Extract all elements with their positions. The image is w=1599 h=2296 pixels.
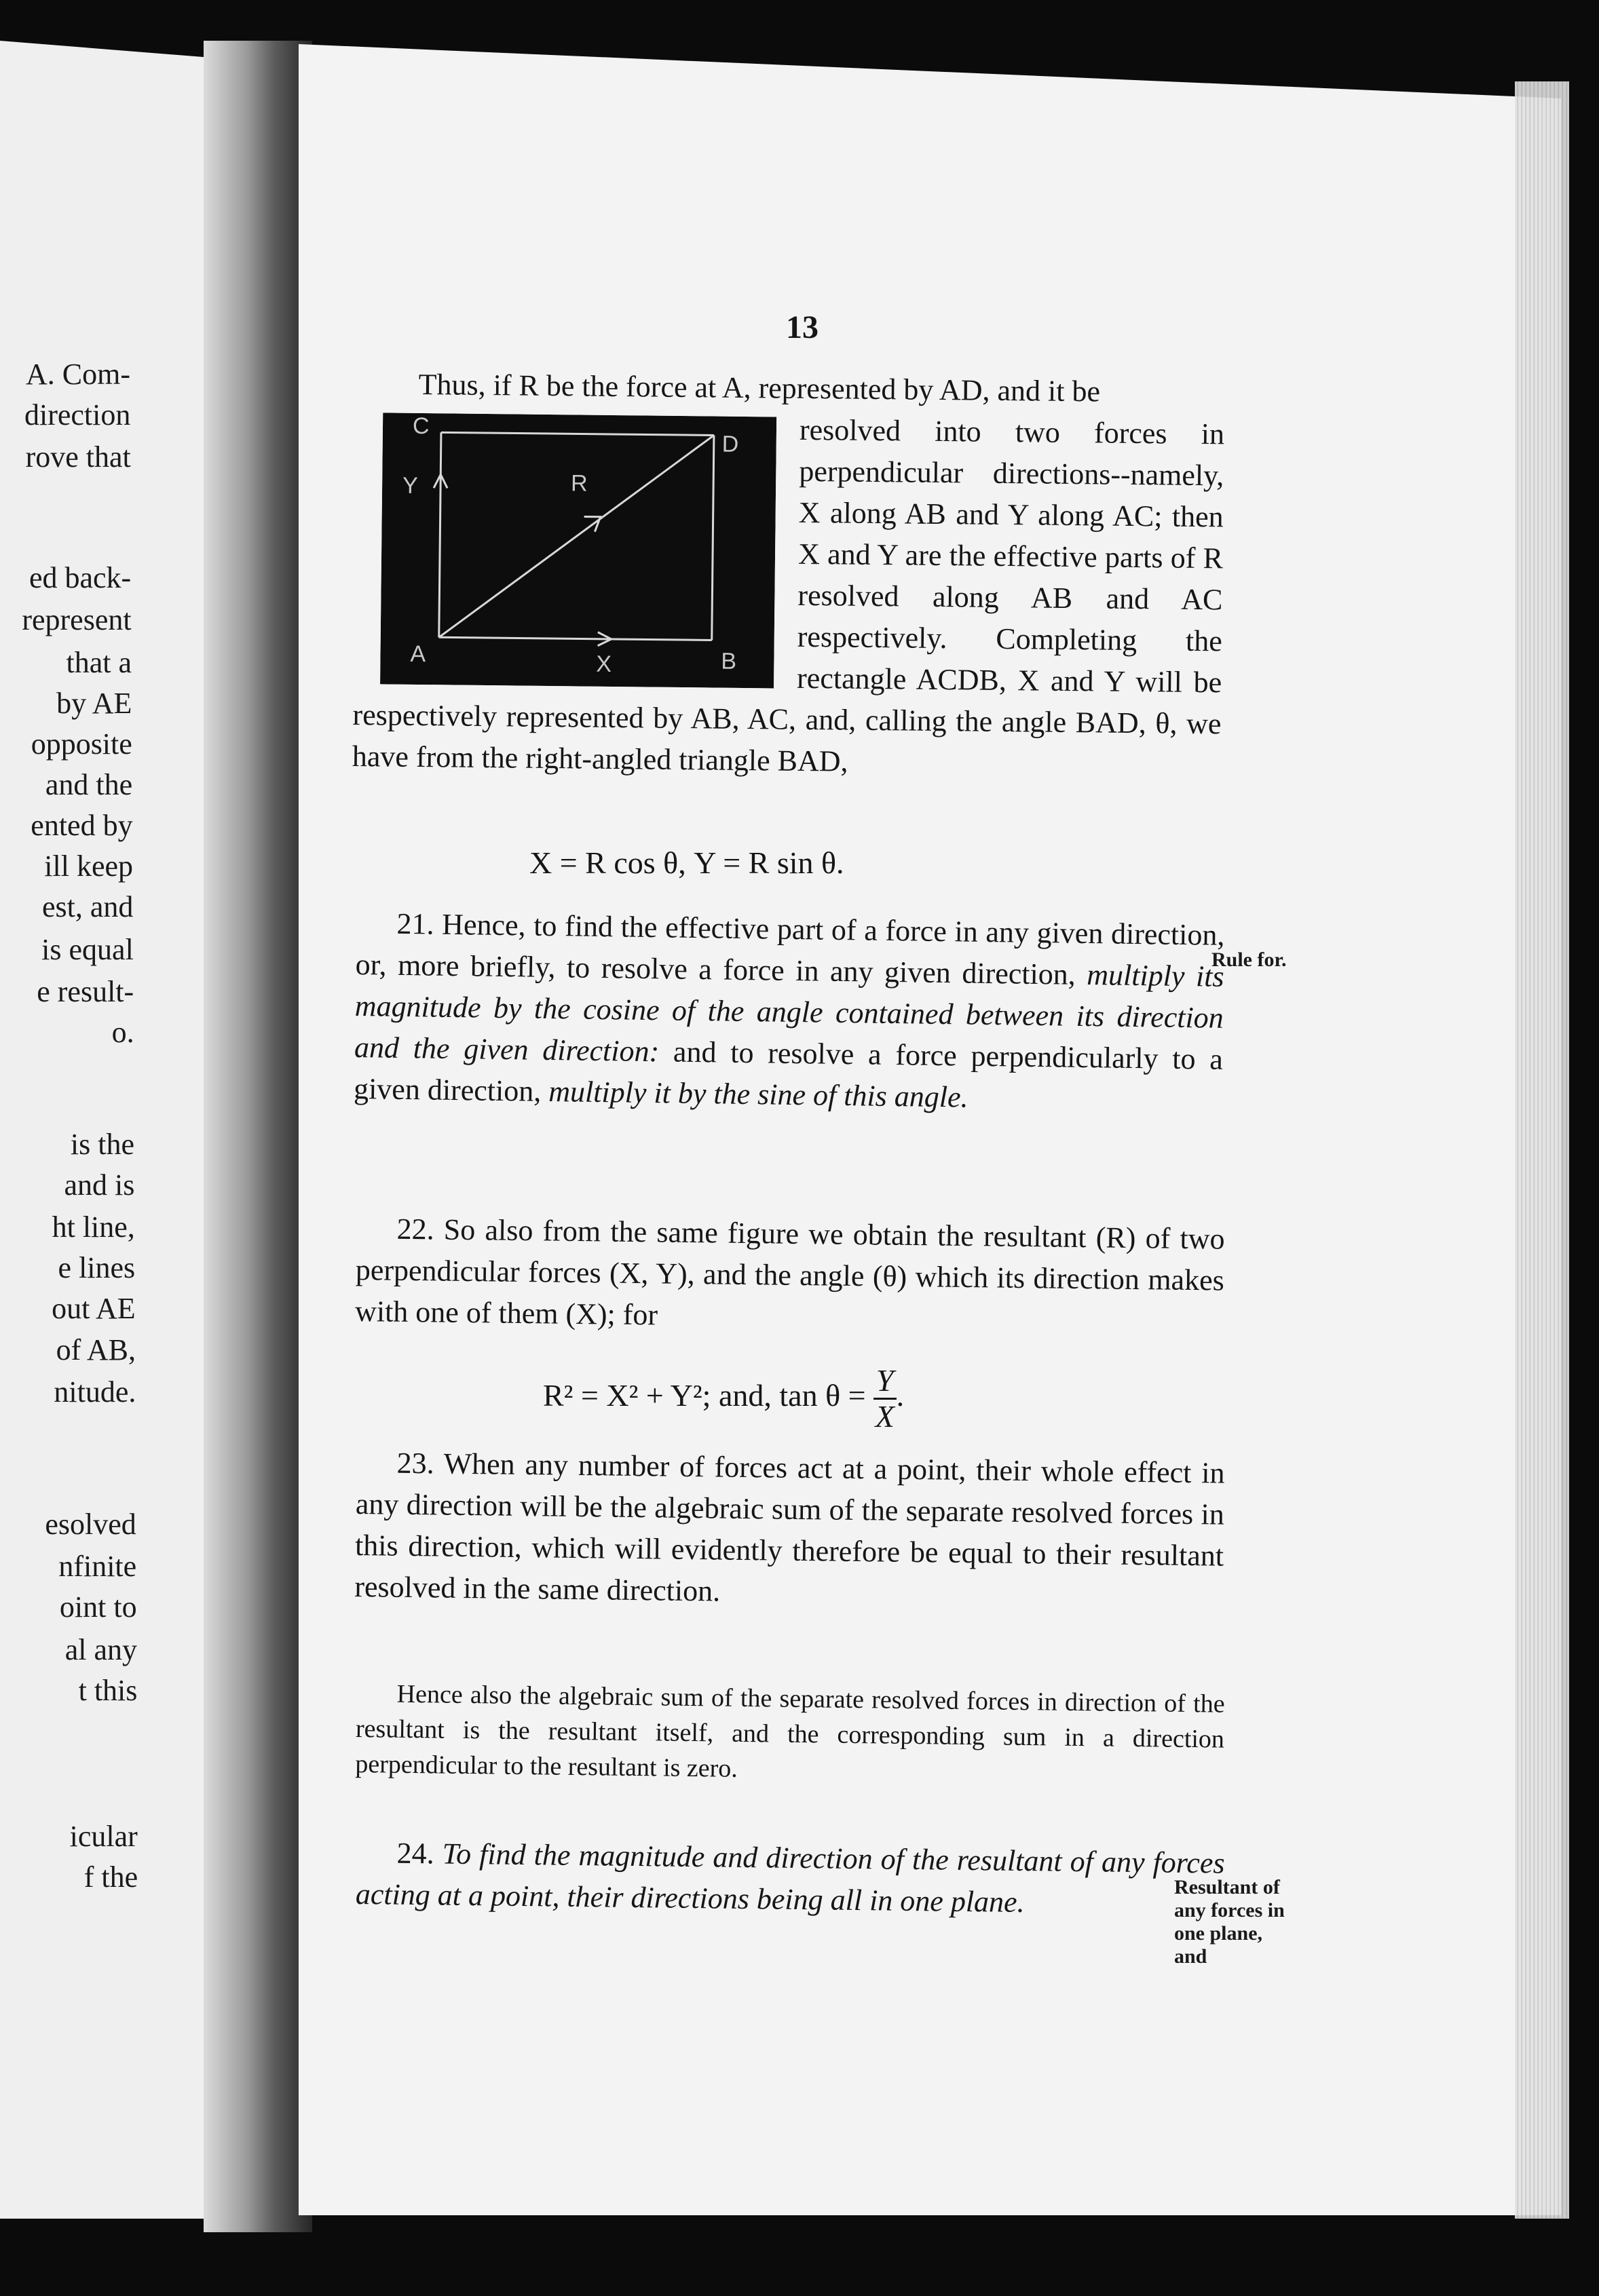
facing-page-line: opposite <box>31 727 132 761</box>
fraction-denominator: X <box>875 1399 895 1434</box>
section-22-number: 22. <box>396 1212 434 1246</box>
label-c: C <box>412 413 430 440</box>
facing-page-line: A. Com- <box>26 358 130 391</box>
section-22-text: So also from the same figure we obtain the resultant (R) of two perpendicular forces (X, Y), and the angle (θ) which its direction makes with one of them (X); for <box>354 1212 1225 1332</box>
facing-page-line: nitude. <box>54 1375 136 1409</box>
facing-page-line: al any <box>64 1633 137 1666</box>
facing-page-line: ht line, <box>52 1210 135 1244</box>
book-spine-shadow <box>204 41 312 2232</box>
intro-first-line: Thus, if R be the force at A, represented by AD, and it be <box>418 367 1101 408</box>
intro-wrapped-text: resolved into two forces in perpendicular directions--namely, X along AB and Y along AC; then X and Y are the effective parts of R resolved along AB and AC respectively. Completing the rectangle ACDB, X and Y will be respectively represented by AB, AC, and, calling the angle BAD, θ, we have from the right-angled triangle BAD, <box>352 413 1225 778</box>
label-x: X <box>596 651 612 677</box>
small-print-note-text: Hence also the algebraic sum of the separate resolved forces in direction of the resultant is the resultant itself, and the corresponding sum in a direction perpendicular to the resultant is zero. <box>355 1679 1225 1783</box>
facing-page-line: of AB, <box>56 1333 136 1366</box>
section-21-text-a: Hence, to find the effective part of a force in any given direction, or, more briefly, to resolve a force in any given direction, <box>355 907 1225 991</box>
section-24-number: 24. <box>396 1836 434 1871</box>
force-diagram <box>380 413 776 688</box>
fraction-y-over-x <box>873 1364 897 1434</box>
facing-page-line: direction <box>24 398 131 432</box>
page-number: 13 <box>786 309 819 345</box>
margin-note-resultant-line: and <box>1174 1945 1207 1968</box>
facing-page-line: is the <box>70 1128 134 1161</box>
section-24-text: To find the magnitude and direction of the resultant of any forces acting at a point, their directions being all in one plane. <box>355 1837 1225 1919</box>
facing-page-line: icular <box>69 1820 138 1853</box>
margin-note-resultant-line: Resultant of <box>1174 1876 1280 1898</box>
formula-resultant-left: R² = X² + Y²; and, tan θ = <box>543 1378 866 1413</box>
margin-note-rule: Rule for. <box>1211 949 1287 971</box>
page-edges <box>1515 81 1569 2219</box>
section-21-number: 21. <box>396 906 434 941</box>
facing-page-line: rove that <box>25 440 131 474</box>
facing-page-line: f the <box>83 1860 138 1894</box>
facing-page-line: t this <box>78 1674 138 1707</box>
section-24 <box>356 1832 1225 1926</box>
label-a: A <box>410 640 426 668</box>
section-21 <box>354 902 1225 1122</box>
label-y: Y <box>402 472 418 499</box>
facing-page-line: out AE <box>52 1292 136 1325</box>
intro-paragraph <box>352 363 1225 786</box>
formula-resultant <box>543 1364 904 1434</box>
facing-page-line: that a <box>66 646 132 679</box>
margin-note-resultant <box>1174 1876 1285 1968</box>
facing-page-line: and is <box>64 1168 135 1202</box>
section-22 <box>355 1208 1225 1343</box>
facing-page-line: and the <box>45 768 133 801</box>
facing-page-line: ented by <box>31 809 133 842</box>
facing-page-line: oint to <box>59 1590 137 1624</box>
label-r: R <box>570 470 588 497</box>
small-print-note <box>355 1676 1225 1793</box>
formula-resultant-end: . <box>896 1378 905 1413</box>
facing-page-line: esolved <box>45 1508 136 1541</box>
facing-page-line: by AE <box>56 687 132 720</box>
label-b: B <box>721 648 737 674</box>
facing-page-line: e lines <box>58 1251 136 1284</box>
section-23-number: 23. <box>396 1446 434 1480</box>
facing-page-line: e result- <box>37 975 134 1008</box>
label-d: D <box>721 431 739 457</box>
section-23 <box>354 1442 1225 1618</box>
margin-note-resultant-line: any forces in <box>1174 1899 1285 1921</box>
section-21-rule-a: multiply its magnitude by the cosine of the angle contained between its direction and the given direction: <box>354 958 1224 1069</box>
facing-page-line: nfinite <box>58 1550 137 1583</box>
margin-note-resultant-line: one plane, <box>1174 1922 1263 1945</box>
section-21-rule-b: multiply it by the sine of this angle. <box>548 1074 968 1114</box>
facing-page-line: ill keep <box>44 849 133 883</box>
section-21-text-b: and to resolve a force perpendicularly to a given direction, <box>353 1035 1224 1108</box>
section-23-text: When any number of forces act at a point, their whole effect in any direction will be the algebraic sum of the separate resolved forces in this direction, which will evidently therefore be equal to their resultant resolved in the same direction. <box>354 1447 1225 1608</box>
facing-page-line: o. <box>111 1016 134 1049</box>
facing-page-line: est, and <box>41 890 134 923</box>
facing-page-line: represent <box>22 603 132 636</box>
facing-page-line: ed back- <box>29 561 132 594</box>
fraction-numerator: Y <box>873 1364 897 1400</box>
facing-page-line: is equal <box>41 933 134 966</box>
formula-components: X = R cos θ, Y = R sin θ. <box>529 845 844 880</box>
